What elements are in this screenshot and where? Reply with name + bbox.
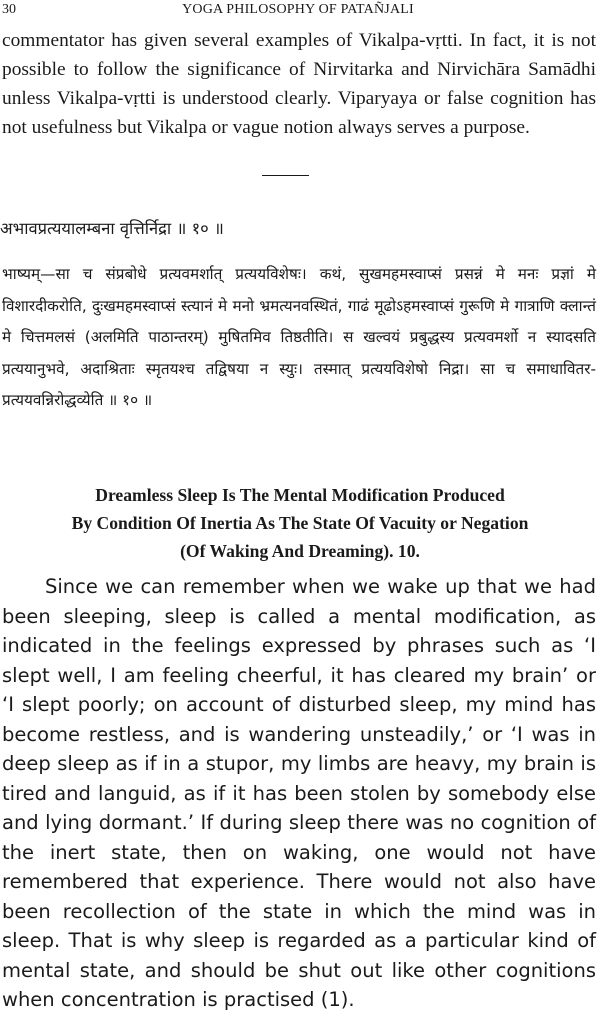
main-paragraph: Since we can remember when we wake up that we had been sleeping, sleep is called a mental modification, as indicated in the feelings expressed by phrases such as ‘I slept well, I am feeling cheerful, it has cleared my brain’ or ‘I slept poorly; on account of disturbed sleep, my mind has become restless, and is wandering unsteadily,’ or ‘I was in deep sleep as if in a stupor, my limbs are heavy, my brain is tired and languid, as if it has been stolen by somebody else and lying dormant.’ If during sleep there was no cognition of the inert state, then on waking, one would not have remembered that experience. There would not also have been recollection of the state in which the mind was in sleep. That is why sleep is regarded as a particular kind of mental state, and should be shut out like other cognitions when concentration is practised (1). [2,575,596,1011]
section-heading [0,481,600,565]
heading-line-2: By Condition Of Inertia As The State Of Vacuity or Negation [71,513,529,533]
heading-line-3: (Of Waking And Dreaming). 10. [180,541,420,561]
running-title: YOGA PHILOSOPHY OF PATAÑJALI [182,2,414,17]
running-header [2,2,594,18]
heading-line-1: Dreamless Sleep Is The Mental Modification Produced [95,485,505,505]
sanskrit-sutra: अभावप्रत्ययालम्बना वृत्तिर्निद्रा ॥ १० ॥ [0,219,224,238]
intro-paragraph: commentator has given several examples of Vikalpa-vṛtti. In fact, it is not possible to follow the significance of Nirvitarka and Nirvichāra Samādhi unless Vikalpa-vṛtti is understood clearly. Viparyaya or false cognition has not usefulness but Vikalpa or vague notion always serves a purpose. [2,30,596,138]
sanskrit-bhashya: भाष्यम्—सा च संप्रबोधे प्रत्यवमर्शात् प्रत्ययविशेषः। कथं, सुखमहमस्वाप्सं प्रसन्नं मे मनः प्रज्ञां मे विशारदीकरोति, दुःखमहमस्वाप्सं स्त्यानं मे मनो भ्रमत्यनवस्थितं, गाढं मूढोऽहमस्वाप्सं गुरूणि मे गात्राणि क्लान्तं मे चित्तमलसं (अलमिति पाठान्तरम्) मुषितमिव तिष्ठतीति। स खल्वयं प्रबुद्धस्य प्रत्यवमर्शो न स्यादसति प्रत्ययानुभवे, अदाश्रिताः स्मृतयश्च तद्विषया न स्युः। तस्मात् प्रत्ययविशेषो निद्रा। सा च समाधावितर-प्रत्ययवन्निरोद्धव्येति ॥ १० ॥ [2,265,596,409]
page-number: 30 [2,2,16,17]
section-divider [262,175,309,176]
